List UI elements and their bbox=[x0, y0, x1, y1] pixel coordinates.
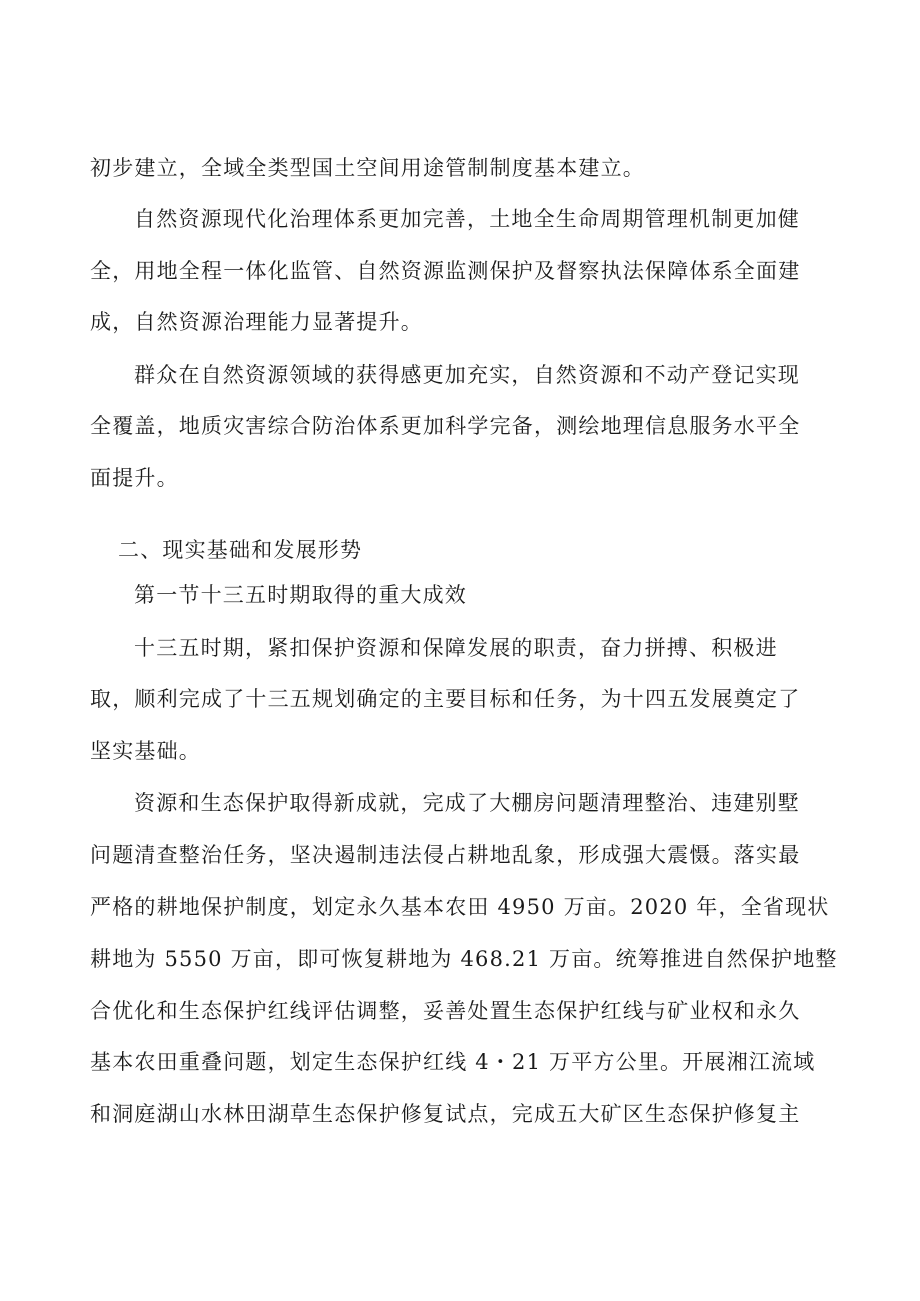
text-line: 和洞庭湖山水林田湖草生态保护修复试点，完成五大矿区生态保护修复主 bbox=[90, 1102, 801, 1126]
text-line: 成，自然资源治理能力显著提升。 bbox=[90, 310, 423, 334]
text-line: 耕地为 5550 万亩，即可恢复耕地为 468.21 万亩。统筹推进自然保护地整 bbox=[90, 947, 838, 971]
subsection-heading: 第一节十三五时期取得的重大成效 bbox=[134, 583, 467, 607]
text-line: 取，顺利完成了十三五规划确定的主要目标和任务，为十四五发展奠定了 bbox=[90, 687, 801, 711]
paragraph-start-line: 自然资源现代化治理体系更加完善，土地全生命周期管理机制更加健 bbox=[134, 207, 800, 231]
text-line: 坚实基础。 bbox=[90, 739, 201, 763]
paragraph-start-line: 资源和生态保护取得新成就，完成了大棚房问题清理整治、违建别墅 bbox=[134, 791, 800, 815]
text-line: 问题清查整治任务，坚决遏制违法侵占耕地乱象，形成强大震慑。落实最 bbox=[90, 843, 801, 867]
text-line: 基本农田重叠问题，划定生态保护红线 4・21 万平方公里。开展湘江流域 bbox=[90, 1050, 816, 1074]
paragraph-start-line: 群众在自然资源领域的获得感更加充实，自然资源和不动产登记实现 bbox=[134, 363, 800, 387]
section-heading: 二、现实基础和发展形势 bbox=[118, 538, 363, 562]
text-line: 初步建立，全域全类型国土空间用途管制制度基本建立。 bbox=[90, 156, 645, 180]
text-line: 全覆盖，地质灾害综合防治体系更加科学完备，测绘地理信息服务水平全 bbox=[90, 414, 801, 438]
paragraph-start-line: 十三五时期，紧扣保护资源和保障发展的职责，奋力拼搏、积极进 bbox=[134, 636, 778, 660]
text-line: 合优化和生态保护红线评估调整，妥善处置生态保护红线与矿业权和永久 bbox=[90, 999, 801, 1023]
text-line: 全，用地全程一体化监管、自然资源监测保护及督察执法保障体系全面建 bbox=[90, 259, 801, 283]
text-line: 严格的耕地保护制度，划定永久基本农田 4950 万亩。2020 年，全省现状 bbox=[90, 895, 830, 919]
text-line: 面提升。 bbox=[90, 466, 179, 490]
